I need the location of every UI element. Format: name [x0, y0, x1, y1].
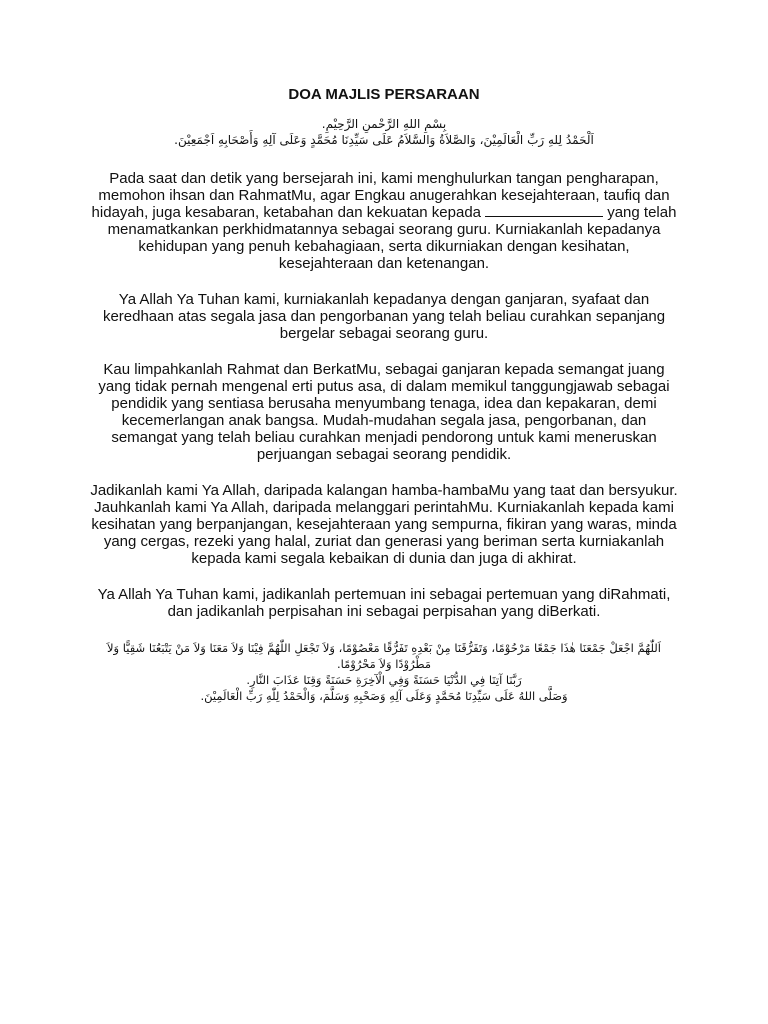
- closing-prayer-line-3: وَصَلَّى اللهُ عَلَى سَيِّدِنَا مُحَمَّدٍ وَعَلَى آلِهِ وَصَحْبِهِ وَسَلَّمَ، وَالْحَمْدُ لِلّٰهِ رَبِّ الْعَالَمِيْنَ.: [200, 689, 568, 703]
- basmalah-line: بِسْمِ اللهِ الرَّحْمنِ الرَّحِيْمِ.: [321, 117, 447, 131]
- closing-prayer-line-2: رَبَّنَا آتِنَا فِي الدُّنْيَا حَسَنَةً وَفِي الْآخِرَةِ حَسَنَةً وَقِنَا عَذَابَ النَّارِ.: [246, 673, 522, 687]
- closing-prayer-line-1: اَللّٰهُمَّ اجْعَلْ جَمْعَنَا هٰذَا جَمْعًا مَرْحُوْمًا، وَتَفَرُّقَنَا مِنْ بَعْدِهِ تَفَرُّقًا مَعْصُوْمًا، وَلاَ تَجْعَلِ اللّٰهُمَّ فِيْنَا وَلاَ مَعَنَا وَلاَ مَنْ يَتْبَعُنَا شَقِيًّا وَلاَ مَطْرُوْدًا وَلاَ مَحْرُوْمًا.: [107, 641, 661, 671]
- hamdalah-line: اَلْحَمْدُ لِلهِ رَبِّ الْعَالَمِيْنَ، وَالصَّلاَةُ وَالسَّلاَمُ عَلَى سَيِّدِنَا مُحَمَّدٍ وَعَلَى آلِهِ وَأَصْحَابِهِ اَجْمَعِيْنَ.: [174, 133, 594, 147]
- closing-prayer: [90, 640, 678, 704]
- spacer: [90, 463, 678, 482]
- paragraph-1: [90, 170, 678, 272]
- paragraph-1-text-a: Pada saat dan detik yang bersejarah ini, kami menghulurkan tangan pengharapan, memohon ihsan dan RahmatMu, agar Engkau anugerahkan kesejahteraan, taufiq dan hidayah, juga kesabaran, ketabahan dan kekuatan kepada: [91, 170, 670, 221]
- spacer: [90, 272, 678, 291]
- paragraph-4: Jadikanlah kami Ya Allah, daripada kalangan hamba-hambaMu yang taat dan bersyukur. Jauhkanlah kami Ya Allah, daripada melanggari perintahMu. Kurniakanlah kepada kami kesihatan yang berpanjangan, kesejahteraan yang sempurna, fikiran yang waras, minda yang cergas, rezeki yang halal, zuriat dan generasi yang beriman serta kurniakanlah kepada kami segala kebaikan di dunia dan juga di akhirat.: [90, 482, 678, 567]
- paragraph-3: Kau limpahkanlah Rahmat dan BerkatMu, sebagai ganjaran kepada semangat juang yang tidak pernah mengenal erti putus asa, di dalam memikul tanggungjawab sebagai pendidik yang sentiasa berusaha menyumbang tenaga, idea dan kepakaran, demi kecemerlangan anak bangsa. Mudah-mudahan segala jasa, pengorbanan, dan semangat yang telah beliau curahkan menjadi pendorong untuk kami meneruskan perjuangan sebagai seorang pendidik.: [98, 361, 670, 463]
- paragraph-5: Ya Allah Ya Tuhan kami, jadikanlah pertemuan ini sebagai pertemuan yang diRahmati, dan jadikanlah perpisahan ini sebagai perpisahan yang diBerkati.: [97, 586, 671, 620]
- spacer: [90, 567, 678, 586]
- document-title: DOA MAJLIS PERSARAAN: [288, 86, 480, 103]
- name-blank-line: [485, 215, 603, 217]
- paragraph-1-text-b: yang telah menamatkankan perkhidmatannya sebagai seorang guru. Kurniakanlah kepadanya kehidupan yang penuh kebahagiaan, serta dikurniakan dengan kesihatan, kesejahteraan dan ketenangan.: [107, 204, 677, 272]
- paragraph-2: Ya Allah Ya Tuhan kami, kurniakanlah kepadanya dengan ganjaran, syafaat dan keredhaan atas segala jasa dan pengorbanan yang telah beliau curahkan sepanjang bergelar sebagai seorang guru.: [102, 291, 666, 342]
- spacer: [90, 342, 678, 361]
- document-page: [90, 86, 678, 704]
- spacer: [90, 148, 678, 170]
